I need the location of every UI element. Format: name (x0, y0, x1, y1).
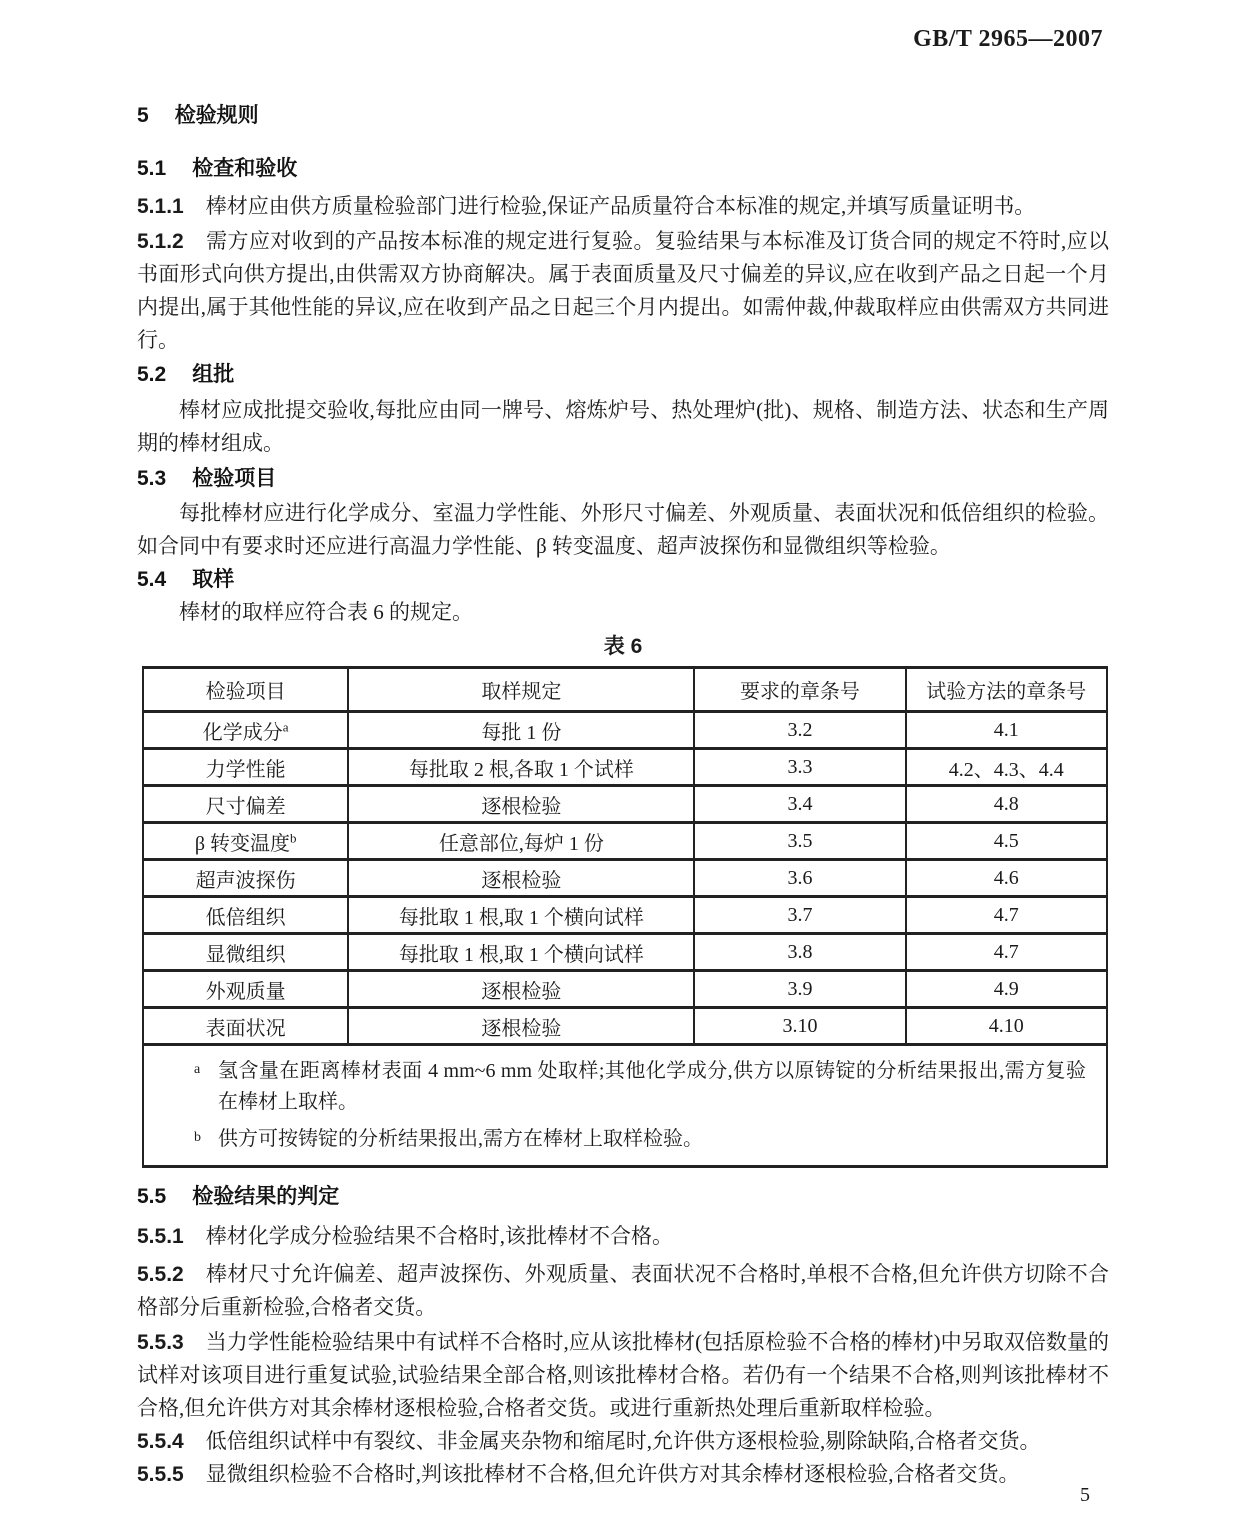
cell-method: 4.6 (906, 860, 1108, 897)
section-number: 5.2 (137, 363, 167, 386)
cell-item: 尺寸偏差 (143, 786, 348, 823)
clause-number: 5.5.3 (137, 1331, 184, 1354)
paragraph-5-4: 棒材的取样应符合表 6 的规定。 (179, 600, 473, 624)
table-row (143, 897, 1107, 934)
table-row (143, 823, 1107, 860)
section-heading-5-1 (137, 154, 1109, 184)
section-number: 5 (137, 104, 149, 127)
table-row (143, 1008, 1107, 1045)
table-row (143, 786, 1107, 823)
section-title: 检验结果的判定 (192, 1185, 340, 1208)
paragraph-5-2: 棒材应成批提交验收,每批应由同一牌号、熔炼炉号、热处理炉(批)、规格、制造方法、状态和生产周期的棒材组成。 (137, 398, 1109, 455)
cell-method: 4.5 (906, 823, 1108, 860)
clause-5-5-1 (137, 1220, 1109, 1253)
document-content (137, 0, 1109, 1491)
clause-text: 需方应对收到的产品按本标准的规定进行复验。复验结果与本标准及订货合同的规定不符时,应以书面形式向供方提出,由供需双方协商解决。属于表面质量及尺寸偏差的异议,应在收到产品之日起一个月内提出,属于其他性能的异议,应在收到产品之日起三个月内提出。如需仲裁,仲裁取样应由供需双方共同进行。 (137, 229, 1109, 352)
table-footnotes (143, 1045, 1107, 1167)
cell-sampling: 每批取 1 根,取 1 个横向试样 (348, 934, 694, 971)
footnote-marker: a (194, 1062, 201, 1077)
clause-number: 5.5.5 (137, 1463, 184, 1486)
section-number: 5.3 (137, 467, 167, 490)
table-header-row (143, 668, 1107, 712)
cell-sampling: 逐根检验 (348, 860, 694, 897)
footnote-a (190, 1056, 1086, 1118)
column-header-item: 检验项目 (143, 668, 348, 712)
cell-item: 低倍组织 (143, 897, 348, 934)
footnote-ref: b (290, 829, 297, 845)
column-header-method: 试验方法的章条号 (906, 668, 1108, 712)
cell-method: 4.1 (906, 712, 1108, 749)
clause-text: 棒材尺寸允许偏差、超声波探伤、外观质量、表面状况不合格时,单根不合格,但允许供方切除不合格部分后重新检验,合格者交货。 (137, 1262, 1109, 1319)
cell-method: 4.7 (906, 934, 1108, 971)
cell-item: 外观质量 (143, 971, 348, 1008)
section-heading-5-4 (137, 565, 1109, 595)
table-row (143, 860, 1107, 897)
table-footnotes-row (143, 1045, 1107, 1167)
footnote-ref: a (282, 718, 289, 734)
clause-text: 当力学性能检验结果中有试样不合格时,应从该批棒材(包括原检验不合格的棒材)中另取双倍数量的试样对该项目进行重复试验,试验结果全部合格,则该批棒材合格。若仍有一个结果不合格,则判该批棒材不合格,但允许供方对其余棒材逐根检验,合格者交货。或进行重新热处理后重新取样检验。 (137, 1330, 1109, 1420)
clause-number: 5.5.4 (137, 1430, 184, 1453)
section-title: 检查和验收 (192, 157, 298, 180)
cell-method: 4.10 (906, 1008, 1108, 1045)
cell-item: 力学性能 (143, 749, 348, 786)
cell-req: 3.6 (694, 860, 905, 897)
clause-number: 5.5.1 (137, 1225, 184, 1248)
cell-method: 4.9 (906, 971, 1108, 1008)
cell-sampling: 逐根检验 (348, 971, 694, 1008)
cell-item: 表面状况 (143, 1008, 348, 1045)
cell-method: 4.2、4.3、4.4 (906, 749, 1108, 786)
clause-5-5-2 (137, 1258, 1109, 1324)
cell-sampling: 每批取 2 根,各取 1 个试样 (348, 749, 694, 786)
cell-item: 超声波探伤 (143, 860, 348, 897)
cell-req: 3.3 (694, 749, 905, 786)
column-header-sampling: 取样规定 (348, 668, 694, 712)
footnote-text: 供方可按铸锭的分析结果报出,需方在棒材上取样检验。 (218, 1128, 703, 1150)
clause-text: 棒材化学成分检验结果不合格时,该批棒材不合格。 (205, 1224, 673, 1248)
table-row (143, 712, 1107, 749)
section-title: 检验规则 (174, 104, 259, 127)
cell-item: 显微组织 (143, 934, 348, 971)
section-heading-5 (137, 101, 1109, 131)
clause-5-5-3 (137, 1326, 1109, 1425)
table-row (143, 934, 1107, 971)
clause-text: 显微组织检验不合格时,判该批棒材不合格,但允许供方对其余棒材逐根检验,合格者交货。 (205, 1462, 1020, 1486)
cell-req: 3.9 (694, 971, 905, 1008)
clause-text: 低倍组织试样中有裂纹、非金属夹杂物和缩尾时,允许供方逐根检验,剔除缺陷,合格者交货。 (205, 1429, 1041, 1453)
cell-sampling: 任意部位,每炉 1 份 (348, 823, 694, 860)
section-heading-5-5 (137, 1182, 1109, 1212)
cell-sampling: 每批取 1 根,取 1 个横向试样 (348, 897, 694, 934)
section-title: 检验项目 (192, 467, 277, 490)
section-title: 组批 (192, 363, 235, 386)
column-header-req: 要求的章条号 (694, 668, 905, 712)
sampling-table (142, 666, 1108, 1168)
cell-item: β 转变温度$^b$ (143, 823, 348, 860)
cell-req: 3.2 (694, 712, 905, 749)
section-number: 5.4 (137, 568, 167, 591)
section-title: 取样 (192, 568, 235, 591)
section-heading-5-3 (137, 464, 1109, 494)
clause-number: 5.1.1 (137, 195, 184, 218)
clause-5-5-5 (137, 1458, 1109, 1491)
table-row (143, 749, 1107, 786)
page-number: 5 (1080, 1484, 1090, 1506)
section-heading-5-2 (137, 360, 1109, 390)
section-number: 5.1 (137, 157, 167, 180)
cell-method: 4.8 (906, 786, 1108, 823)
clause-5-1-1 (137, 190, 1109, 223)
clause-text: 棒材应由供方质量检验部门进行检验,保证产品质量符合本标准的规定,并填写质量证明书。 (205, 194, 1036, 218)
paragraph-5-3: 每批棒材应进行化学成分、室温力学性能、外形尺寸偏差、外观质量、表面状况和低倍组织的检验。如合同中有要求时还应进行高温力学性能、β 转变温度、超声波探伤和显微组织等检验。 (137, 501, 1109, 558)
cell-sampling: 逐根检验 (348, 1008, 694, 1045)
section-number: 5.5 (137, 1185, 167, 1208)
table-caption: 表 6 (603, 635, 643, 658)
clause-5-1-2 (137, 225, 1109, 357)
cell-req: 3.5 (694, 823, 905, 860)
cell-sampling: 逐根检验 (348, 786, 694, 823)
cell-req: 3.7 (694, 897, 905, 934)
cell-method: 4.7 (906, 897, 1108, 934)
cell-req: 3.8 (694, 934, 905, 971)
clause-5-5-4 (137, 1425, 1109, 1458)
cell-req: 3.10 (694, 1008, 905, 1045)
cell-item: 化学成分$^a$ (143, 712, 348, 749)
clause-number: 5.5.2 (137, 1263, 184, 1286)
table-row (143, 971, 1107, 1008)
cell-sampling: 每批 1 份 (348, 712, 694, 749)
standard-number: GB/T 2965—2007 (913, 26, 1103, 52)
footnote-b (190, 1124, 1086, 1155)
clause-number: 5.1.2 (137, 230, 184, 253)
cell-req: 3.4 (694, 786, 905, 823)
footnote-text: 氢含量在距离棒材表面 4 mm~6 mm 处取样;其他化学成分,供方以原铸锭的分析结果报出,需方复验在棒材上取样。 (218, 1060, 1086, 1113)
footnote-marker: b (194, 1130, 201, 1145)
